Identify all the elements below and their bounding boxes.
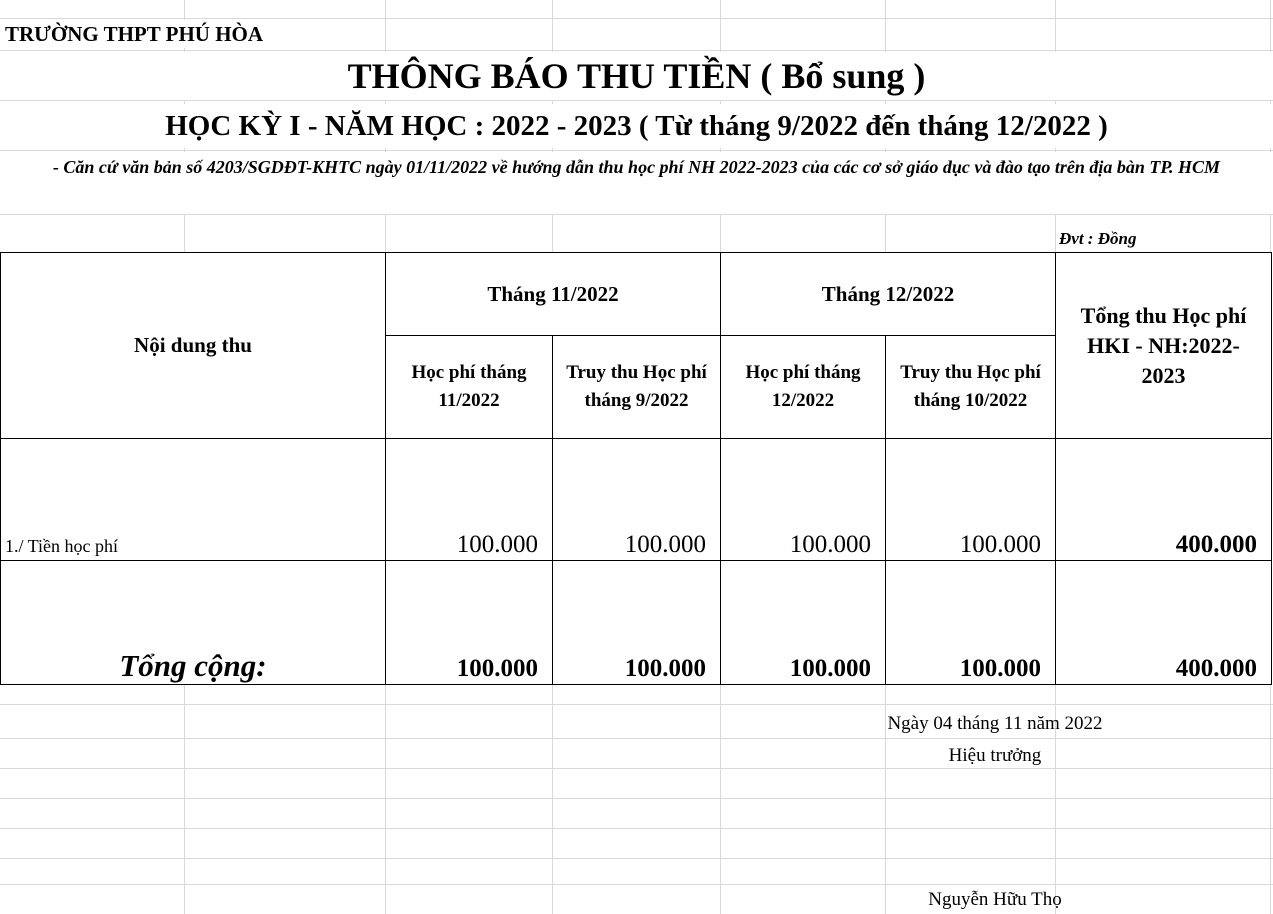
total-arrears-10: 100.000	[886, 561, 1056, 685]
header-content: Nội dung thu	[1, 253, 386, 439]
header-total: Tổng thu Học phí HKI - NH:2022-2023	[1056, 253, 1272, 439]
header-arrears-9: Truy thu Học phí tháng 9/2022	[553, 336, 721, 439]
header-fee-12: Học phí tháng 12/2022	[721, 336, 886, 439]
page-subtitle: HỌC KỲ I - NĂM HỌC : 2022 - 2023 ( Từ tháng 9/2022 đến tháng 12/2022 )	[0, 104, 1273, 148]
row-fee-11: 100.000	[386, 439, 553, 561]
row-fee-12: 100.000	[721, 439, 886, 561]
total-arrears-9: 100.000	[553, 561, 721, 685]
fee-table	[0, 252, 1272, 685]
total-fee-12: 100.000	[721, 561, 886, 685]
header-month-11: Tháng 11/2022	[386, 253, 721, 336]
header-arrears-10: Truy thu Học phí tháng 10/2022	[886, 336, 1056, 439]
table-row	[1, 439, 1272, 561]
total-fee-11: 100.000	[386, 561, 553, 685]
row-arrears-9: 100.000	[553, 439, 721, 561]
total-row	[1, 561, 1272, 685]
page-title: THÔNG BÁO THU TIỀN ( Bổ sung )	[0, 52, 1273, 100]
row-total: 400.000	[1056, 439, 1272, 561]
school-name: TRƯỜNG THPT PHÚ HÒA	[0, 20, 384, 48]
row-arrears-10: 100.000	[886, 439, 1056, 561]
row-label: 1./ Tiền học phí	[1, 439, 386, 561]
signer-name: Nguyễn Hữu Thọ	[928, 889, 1062, 910]
header-month-12: Tháng 12/2022	[721, 253, 1056, 336]
total-label: Tổng cộng:	[1, 561, 386, 685]
header-fee-11: Học phí tháng 11/2022	[386, 336, 553, 439]
signer-role: Hiệu trưởng	[948, 745, 1042, 766]
currency-unit: Đvt : Đồng	[1059, 229, 1137, 248]
grand-total: 400.000	[1056, 561, 1272, 685]
issue-date: Ngày 04 tháng 11 năm 2022	[887, 713, 1103, 734]
legal-basis-note: - Căn cứ văn bản số 4203/SGDĐT-KHTC ngày 01/11/2022 về hướng dẫn thu học phí NH 2022-2023 của các cơ sở giáo dục và đào tạo trên địa bàn TP. HCM	[0, 152, 1273, 214]
